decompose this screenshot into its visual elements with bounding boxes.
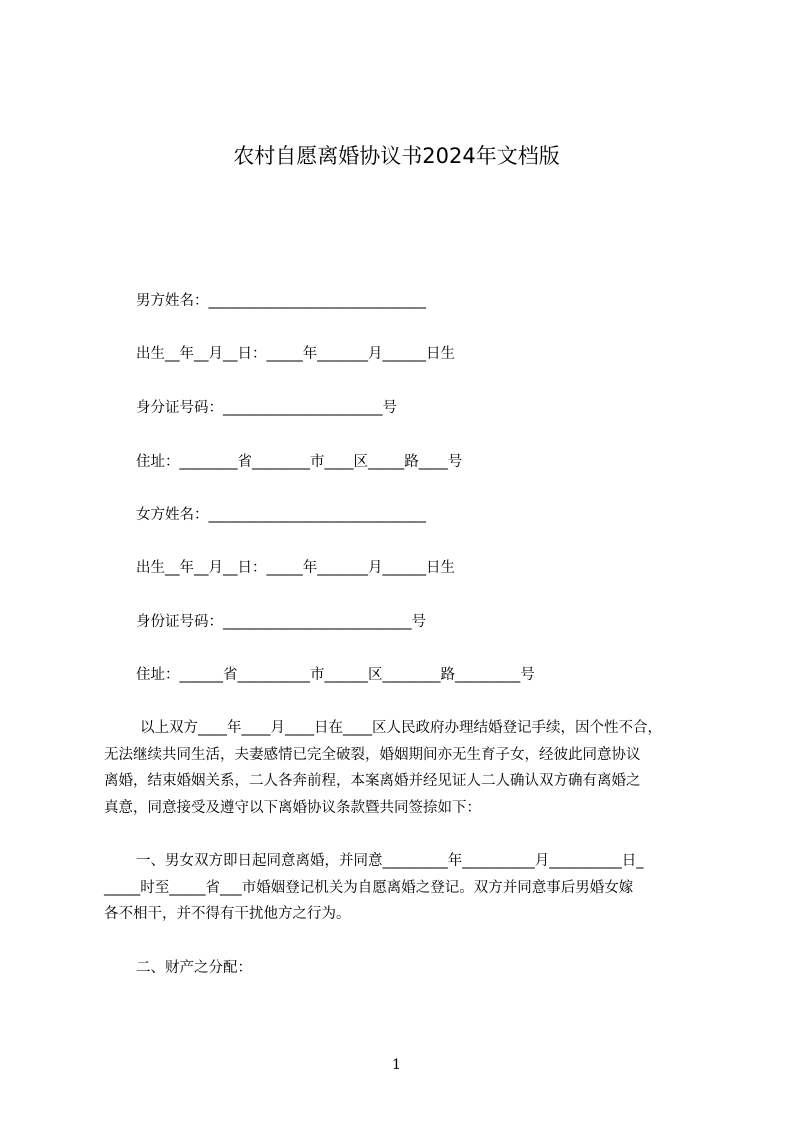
intro-paragraph — [104, 715, 662, 821]
clause-one-paragraph — [104, 848, 644, 928]
page-title: 农村自愿离婚协议书2024年文档版 — [233, 144, 560, 168]
clause-one-line: 一、男女双方即日起同意离婚，并同意_________年__________月__________日_ — [136, 853, 644, 869]
male-id-number-field: 身分证号码：______________________号 — [136, 400, 397, 416]
male-birth-date-field: 出生__年__月__日：_____年_______月______日生 — [136, 346, 455, 362]
intro-paragraph-line: 以上双方____年____月____日在____区人民政府办理结婚登记手续，因个性不合， — [140, 720, 662, 736]
male-name-field: 男方姓名：______________________________ — [136, 293, 426, 309]
female-address-field: 住址：______省__________市______区________路_________号 — [136, 667, 535, 683]
male-address-field: 住址：________省________市____区_____路____号 — [136, 454, 463, 470]
intro-paragraph-line: 无法继续共同生活，夫妻感情已完全破裂，婚姻期间亦无生育子女，经彼此同意协议 — [104, 746, 641, 763]
female-name-field: 女方姓名：______________________________ — [136, 507, 426, 523]
clause-one-line: 各不相干，并不得有干扰他方之行为。 — [104, 906, 351, 922]
female-birth-date-field: 出生__年__月__日：_____年_______月______日生 — [136, 560, 455, 576]
clause-two-heading: 二、财产之分配： — [136, 960, 252, 976]
clause-one-line: _____时至_____省___市婚姻登记机关为自愿离婚之登记。双方并同意事后男婚女嫁 — [104, 879, 634, 896]
intro-paragraph-line: 离婚，结束婚姻关系，二人各奔前程，本案离婚并经见证人二人确认双方确有离婚之 — [104, 773, 641, 789]
female-id-number-field: 身份证号码：__________________________号 — [136, 614, 426, 630]
intro-paragraph-line: 真意，同意接受及遵守以下离婚协议条款暨共同签捺如下： — [104, 799, 481, 816]
page-number: 1 — [392, 1057, 401, 1073]
